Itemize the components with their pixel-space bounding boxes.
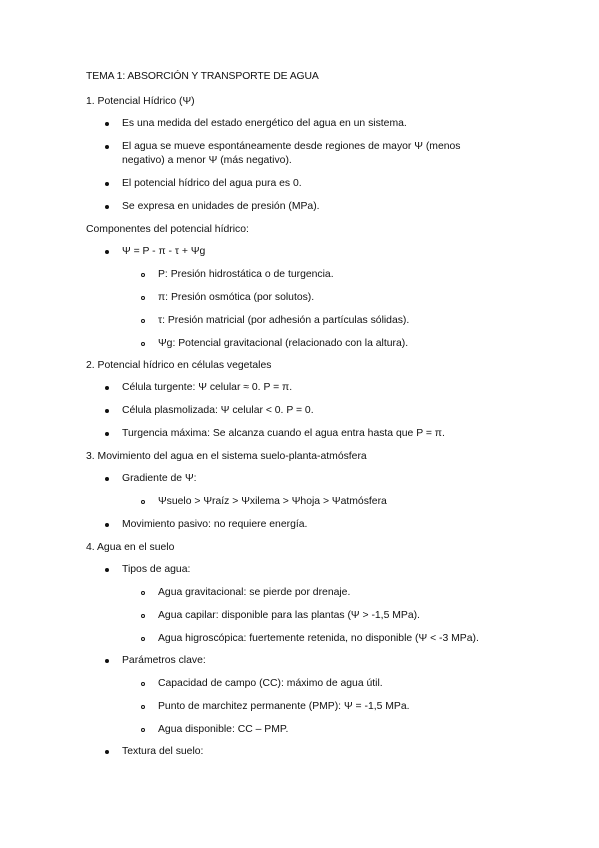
bullet-icon (105, 568, 109, 572)
s1-bullet-2: El agua se mueve espontáneamente desde regiones de mayor Ψ (menos negativo) a menor Ψ (más negativo). (122, 141, 461, 166)
sub-bullet-icon (141, 682, 145, 686)
component-p: P: Presión hidrostática o de turgencia. (158, 269, 334, 280)
s2-bullet-1: Célula turgente: Ψ celular ≈ 0. P = π. (122, 382, 293, 393)
section-4-heading: 4. Agua en el suelo (86, 542, 175, 553)
s1-bullet-3: El potencial hídrico del agua pura es 0. (122, 178, 302, 189)
bullet-icon (105, 409, 109, 413)
component-pi: π: Presión osmótica (por solutos). (158, 292, 315, 303)
bullet-icon (105, 432, 109, 436)
gradient-label: Gradiente de Ψ: (122, 473, 197, 484)
bullet-icon (105, 523, 109, 527)
soil-texture-label: Textura del suelo: (122, 746, 204, 757)
sub-bullet-icon (141, 273, 145, 277)
key-params-label: Parámetros clave: (122, 655, 206, 666)
bullet-icon (105, 122, 109, 126)
section-1-heading: 1. Potencial Hídrico (Ψ) (86, 96, 195, 107)
sub-bullet-icon (141, 319, 145, 323)
bullet-icon (105, 477, 109, 481)
s2-bullet-2: Célula plasmolizada: Ψ celular < 0. P = 0. (122, 405, 314, 416)
bullet-icon (105, 386, 109, 390)
document-title: TEMA 1: ABSORCIÓN Y TRANSPORTE DE AGUA (86, 71, 319, 82)
components-heading: Componentes del potencial hídrico: (86, 224, 249, 235)
sub-bullet-icon (141, 591, 145, 595)
water-type-hygroscopic: Agua higroscópica: fuertemente retenida, no disponible (Ψ < -3 MPa). (158, 633, 479, 644)
passive-movement: Movimiento pasivo: no requiere energía. (122, 519, 308, 530)
bullet-icon (105, 205, 109, 209)
water-type-capillary: Agua capilar: disponible para las plantas (Ψ > -1,5 MPa). (158, 610, 420, 621)
formula: Ψ = P - π - τ + Ψg (122, 246, 206, 257)
sub-bullet-icon (141, 500, 145, 504)
gradient-sequence: Ψsuelo > Ψraíz > Ψxilema > Ψhoja > Ψatmósfera (158, 496, 387, 507)
bullet-icon (105, 750, 109, 754)
component-tau: τ: Presión matricial (por adhesión a partículas sólidas). (158, 315, 410, 326)
water-types-label: Tipos de agua: (122, 564, 191, 575)
sub-bullet-icon (141, 342, 145, 346)
s1-bullet-4: Se expresa en unidades de presión (MPa). (122, 201, 320, 212)
sub-bullet-icon (141, 614, 145, 618)
water-type-gravitational: Agua gravitacional: se pierde por drenaje. (158, 587, 351, 598)
param-wilting-point: Punto de marchitez permanente (PMP): Ψ = -1,5 MPa. (158, 701, 410, 712)
s2-bullet-3: Turgencia máxima: Se alcanza cuando el agua entra hasta que P = π. (122, 428, 445, 439)
s1-bullet-1: Es una medida del estado energético del agua en un sistema. (122, 118, 407, 129)
bullet-icon (105, 659, 109, 663)
section-2-heading: 2. Potencial hídrico en células vegetales (86, 360, 272, 371)
bullet-icon (105, 145, 109, 149)
param-field-capacity: Capacidad de campo (CC): máximo de agua útil. (158, 678, 383, 689)
component-psig: Ψg: Potencial gravitacional (relacionado con la altura). (158, 338, 409, 349)
sub-bullet-icon (141, 296, 145, 300)
sub-bullet-icon (141, 705, 145, 709)
bullet-icon (105, 250, 109, 254)
bullet-icon (105, 182, 109, 186)
section-3-heading: 3. Movimiento del agua en el sistema suelo-planta-atmósfera (86, 451, 367, 462)
param-available-water: Agua disponible: CC – PMP. (158, 724, 289, 735)
sub-bullet-icon (141, 637, 145, 641)
sub-bullet-icon (141, 728, 145, 732)
